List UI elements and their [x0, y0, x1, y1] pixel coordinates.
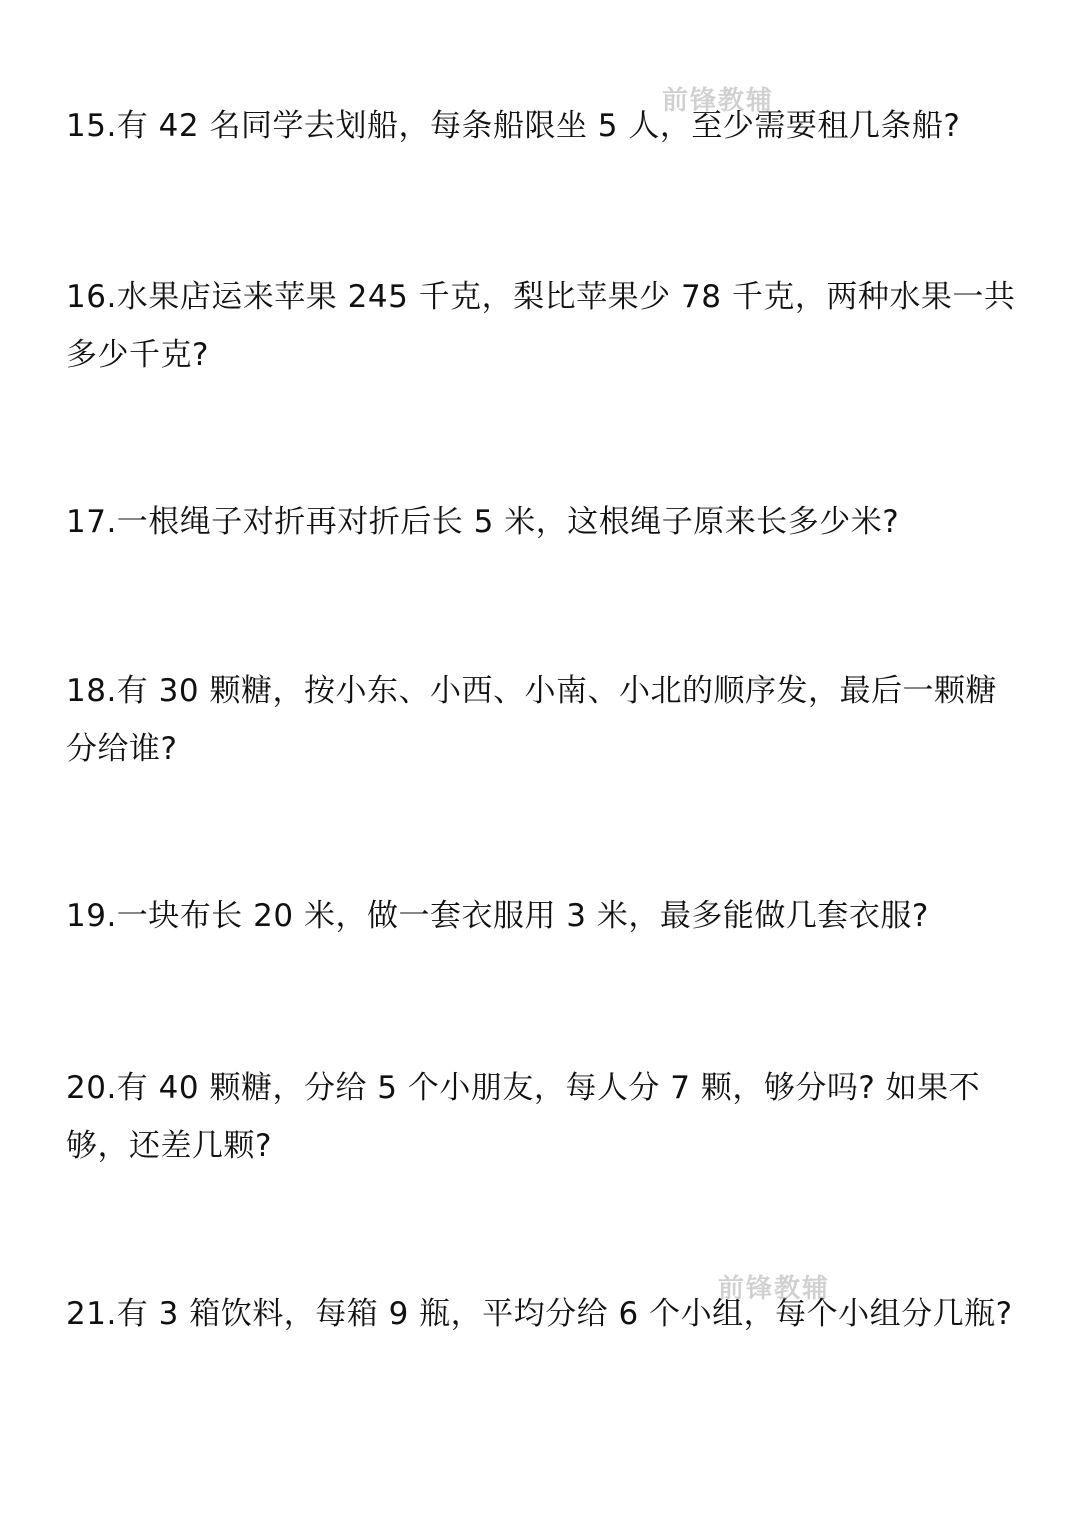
- question-21: 21.有 3 箱饮料，每箱 9 瓶，平均分给 6 个小组，每个小组分几瓶?: [66, 1296, 1013, 1332]
- question-17: 17.一根绳子对折再对折后长 5 米，这根绳子原来长多少米?: [66, 504, 900, 540]
- question-15: 15.有 42 名同学去划船，每条船限坐 5 人，至少需要租几条船?: [66, 108, 961, 144]
- question-18: 18.有 30 颗糖，按小东、小西、小南、小北的顺序发，最后一颗糖分给谁?: [66, 673, 997, 767]
- question-20: 20.有 40 颗糖，分给 5 个小朋友，每人分 7 颗，够分吗? 如果不够，还差几颗?: [66, 1070, 981, 1164]
- question-16: 16.水果店运来苹果 245 千克，梨比苹果少 78 千克，两种水果一共多少千克?: [66, 279, 1016, 373]
- question-19: 19.一块布长 20 米，做一套衣服用 3 米，最多能做几套衣服?: [66, 898, 929, 934]
- watermark: 前锋教辅: [718, 1274, 831, 1304]
- watermark: 前锋教辅: [662, 86, 775, 116]
